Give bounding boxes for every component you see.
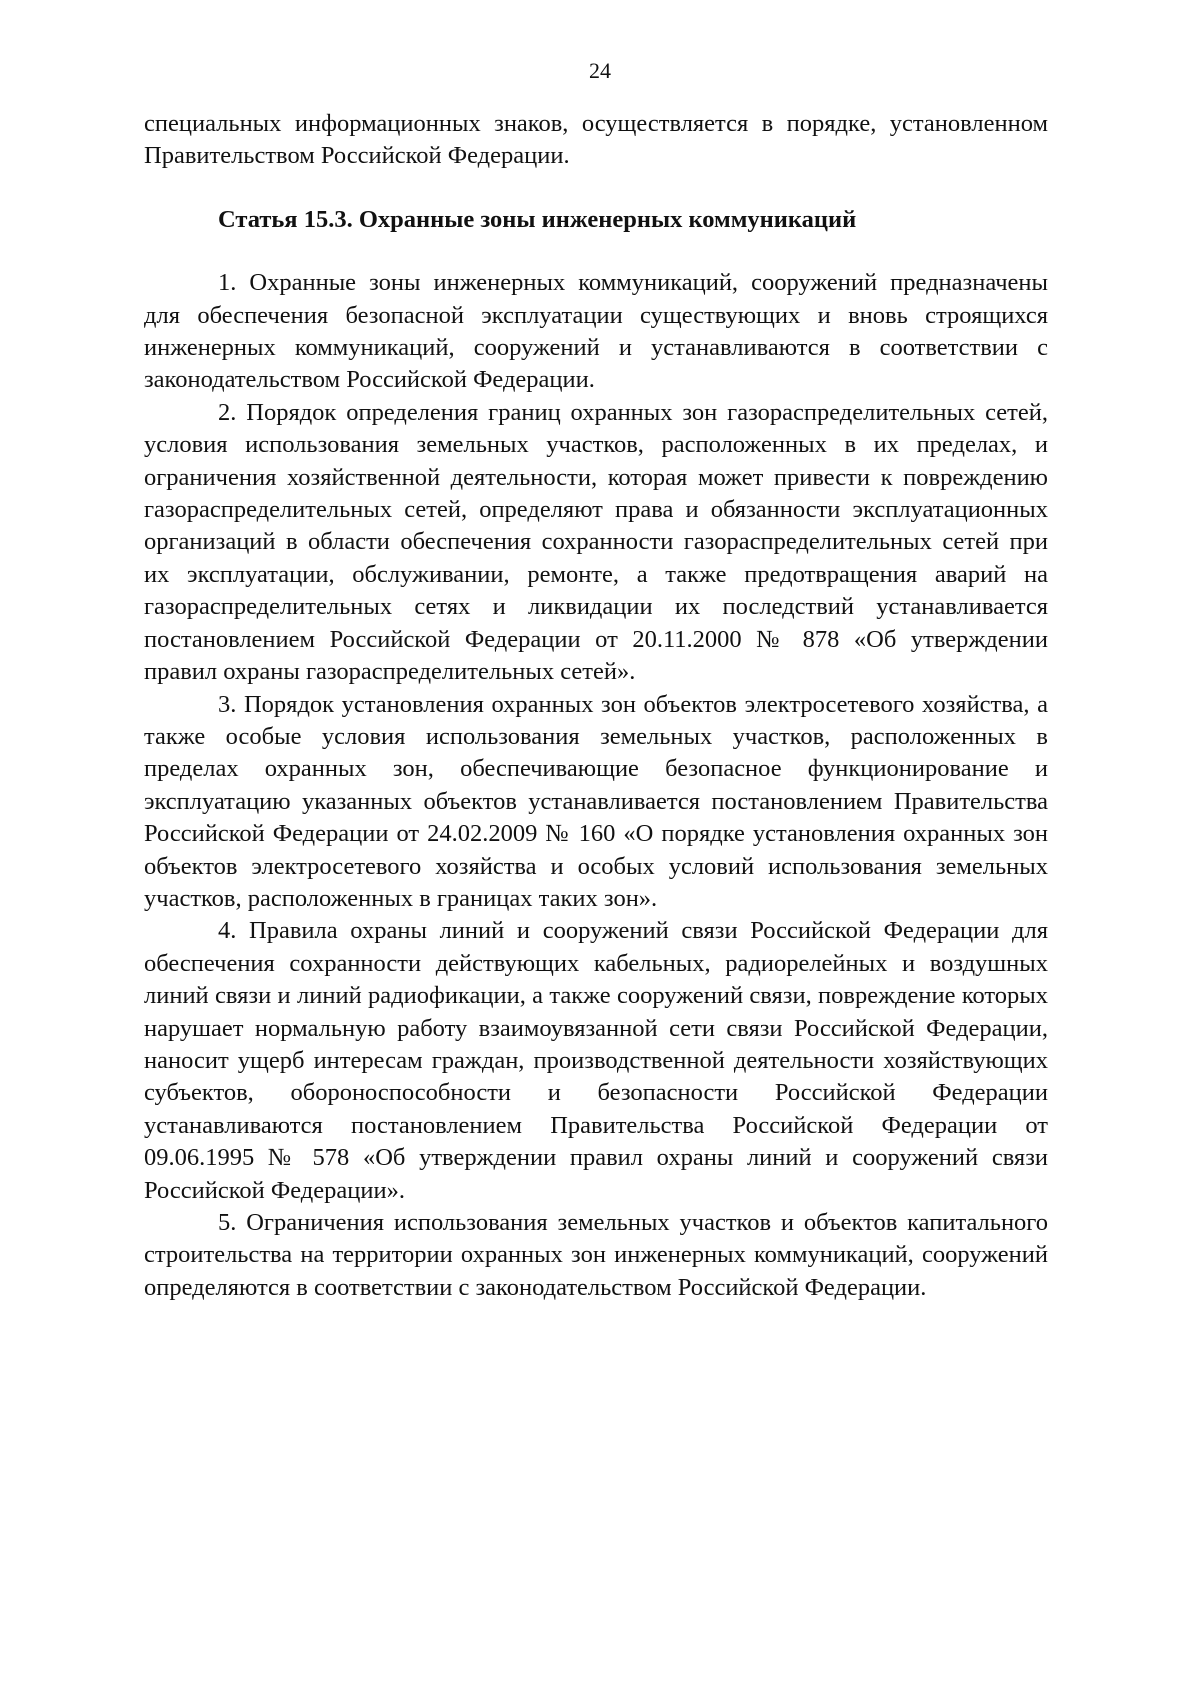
continuation-paragraph: специальных информационных знаков, осуществляется в порядке, установленном Правительством Российской Федерации. (144, 110, 1048, 170)
document-body (144, 108, 1048, 1304)
paragraph-1: 1. Охранные зоны инженерных коммуникаций, сооружений предназначены для обеспечения безопасной эксплуатации существующих и вновь строящихся инженерных коммуникаций, сооружений и устанавливаются в соответствии с законодательством Российской Федерации. (144, 269, 1048, 394)
paragraph-4: 4. Правила охраны линий и сооружений связи Российской Федерации для обеспечения сохранности действующих кабельных, радиорелейных и воздушных линий связи и линий радиофикации, а также сооружений связи, повреждение которых нарушает нормальную работу взаимоувязанной сети связи Российской Федерации, наносит ущерб интересам граждан, производственной деятельности хозяйствующих субъектов, обороноспособности и безопасности Российской Федерации устанавливаются постановлением Правительства Российской Федерации от 09.06.1995 № 578 «Об утверждении правил охраны линий и сооружений связи Российской Федерации». (144, 917, 1048, 1204)
paragraph-3: 3. Порядок установления охранных зон объектов электросетевого хозяйства, а также особые условия использования земельных участков, расположенных в пределах охранных зон, обеспечивающие безопасное функционирование и эксплуатацию указанных объектов устанавливается постановлением Правительства Российской Федерации от 24.02.2009 № 160 «О порядке установления охранных зон объектов электросетевого хозяйства и особых условий использования земельных участков, расположенных в границах таких зон». (144, 690, 1048, 912)
page-number: 24 (589, 58, 611, 83)
article-title: Статья 15.3. Охранные зоны инженерных коммуникаций (218, 205, 857, 233)
paragraph-5: 5. Ограничения использования земельных участков и объектов капитального строительства на территории охранных зон инженерных коммуникаций, сооружений определяются в соответствии с законодательством Российской Федерации. (144, 1209, 1048, 1301)
paragraph-2: 2. Порядок определения границ охранных зон газораспределительных сетей, условия использования земельных участков, расположенных в их пределах, и ограничения хозяйственной деятельности, которая может привести к повреждению газораспределительных сетей, определяют права и обязанности эксплуатационных организаций в области обеспечения сохранности газораспределительных сетей при их эксплуатации, обслуживании, ремонте, а также предотвращения аварий на газораспределительных сетях и ликвидации их последствий устанавливается постановлением Российской Федерации от 20.11.2000 № 878 «Об утверждении правил охраны газораспределительных сетей». (144, 398, 1048, 686)
